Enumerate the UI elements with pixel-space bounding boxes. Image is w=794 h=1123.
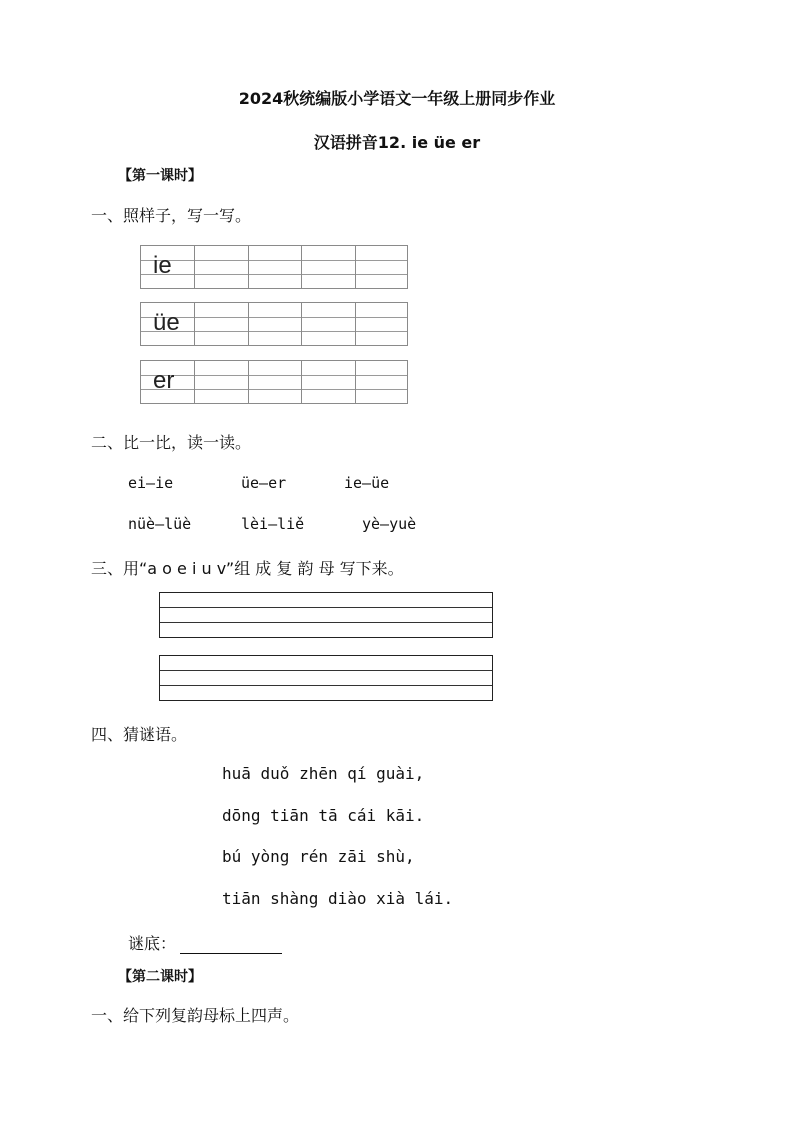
- compare-pair: ie—üe: [344, 474, 390, 492]
- grid-sample-ue: üe: [153, 309, 180, 336]
- riddle-answer-label: 谜底：: [128, 934, 177, 953]
- compare-pair: ei—ie: [128, 474, 174, 492]
- document-title: 2024秋统编版小学语文一年级上册同步作业: [238, 89, 556, 108]
- writing-lines-1[interactable]: [159, 592, 493, 638]
- q4-heading: 四、猜谜语。: [91, 725, 188, 744]
- lesson2-q1-heading: 一、给下列复韵母标上四声。: [91, 1006, 300, 1025]
- riddle-line: dōng tiān tā cái kāi.: [222, 806, 425, 825]
- lesson1-label: 【第一课时】: [118, 168, 202, 184]
- compare-pair: nüè—lüè: [128, 515, 192, 533]
- q3-heading: 三、用“a o e i u v”组 成 复 韵 母 写下来。: [91, 559, 404, 578]
- grid-sample-er: er: [153, 367, 175, 394]
- writing-grid-er[interactable]: [140, 360, 408, 404]
- riddle-line: bú yòng rén zāi shù,: [222, 847, 415, 866]
- writing-grid-ue[interactable]: [140, 302, 408, 346]
- q1-heading: 一、照样子，写一写。: [91, 206, 252, 225]
- grid-sample-ie: ie: [153, 252, 172, 279]
- riddle-line: tiān shàng diào xià lái.: [222, 889, 454, 908]
- document-subtitle: 汉语拼音12. ie üe er: [313, 133, 481, 152]
- answer-blank[interactable]: [180, 937, 282, 954]
- lesson2-label: 【第二课时】: [118, 969, 202, 985]
- writing-grid-ie[interactable]: [140, 245, 408, 289]
- writing-lines-2[interactable]: [159, 655, 493, 701]
- compare-pair: yè—yuè: [362, 515, 417, 533]
- riddle-line: huā duǒ zhēn qí guài,: [222, 764, 425, 783]
- riddle-answer: [128, 931, 282, 954]
- q2-heading: 二、比一比，读一读。: [91, 433, 252, 452]
- compare-pair: lèi—liě: [241, 515, 305, 533]
- compare-pair: üe—er: [241, 474, 287, 492]
